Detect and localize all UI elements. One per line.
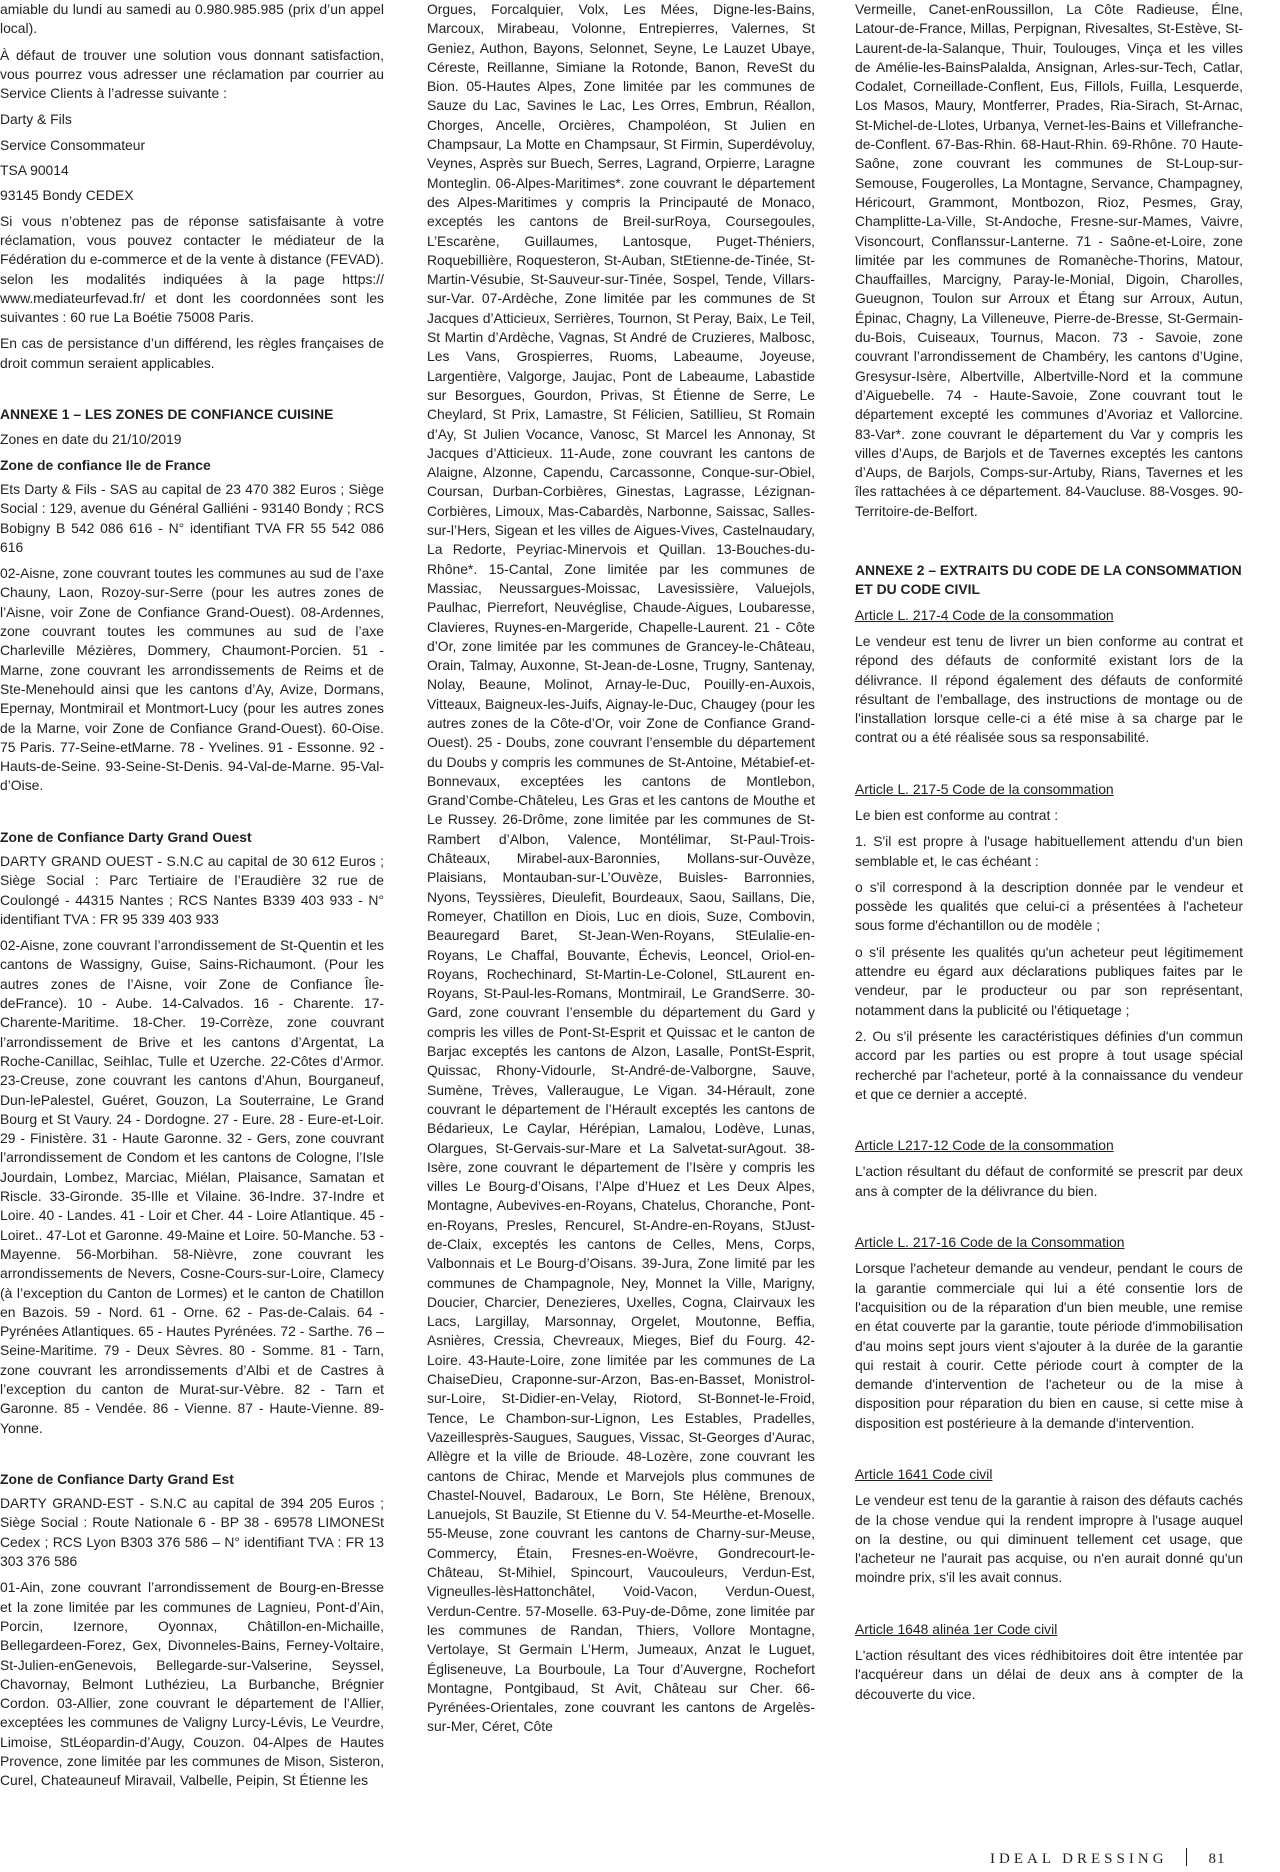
address-line: Darty & Fils [0, 111, 72, 128]
article-title: Article L. 217-4 Code de la consommation [855, 606, 1114, 623]
article-title: Article 1641 Code civil [855, 1466, 993, 1482]
company-info-grand-est: DARTY GRAND-EST - S.N.C au capital de 394 205 Euros ; Siège Social : Route Nationale 6 - BP 38 - 69578 LIMONESt Cedex ; RCS Lyon B303 376 586 – N° identifiant TVA : FR 13 303 376 586 [0, 1495, 384, 1570]
zones-date: Zones en date du 21/10/2019 [0, 431, 182, 448]
company-info-grand-ouest: DARTY GRAND OUEST - S.N.C au capital de 30 612 Euros ; Siège Social : Parc Tertiaire de l’Eraudière 32 rue de Coulongé - 44315 Nantes ; RCS Nantes B339 403 933 - N° identifiant TVA : FR 95 339 403 933 [0, 852, 384, 927]
zones-grand-est-continued: Orgues, Forcalquier, Volx, Les Mées, Digne-les-Bains, Marcoux, Mirabeau, Volonne, Entrepierres, Valernes, St Geniez, Authon, Bayons, Selonnet, Seyne, Le Lauzet Ubaye, Céreste, Reillanne, Simiane la Rotonde, Banon, ReveSt du Bion. 05-Hautes Alpes, Zone limitée par les communes de Sauze du Lac, Savines le Lac, Les Orres, Embrun, Réallon, Chorges, Ancelle, Orcières, Champoléon, St Julien en Champsaur, La Motte en Champsaur, St Firmin, Superdévoluy, Veynes, Asprès sur Buech, Serres, Lagrand, Orpierre, Laragne Monteglin. 06-Alpes-Maritimes*. zone couvrant le département des Alpes-Maritimes y compris la Principauté de Monaco, exceptés les cantons de Breil-surRoya, Coursegoules, L’Escarène, Guillaumes, Lantosque, Puget-Théniers, Roquebillière, Roquesteron, St-Auban, StEtienne-de-Tinée, St-Martin-Vésubie, St-Sauveur-sur-Tinée, Sospel, Tende, Villars-sur-Var. 07-Ardèche, Zone limitée par les communes de St Jacques d’Atticieux, Serrières, Tournon, St Peray, Baix, Le Teil, St Martin d’Ardèche, Vagnas, St André de Cruzieres, Malbosc, Les Vans, Grospierres, Ruoms, Labeaume, Joyeuse, Largentière, Valgorge, Jaujac, Pont de Labeaume, Labastide sur Besorgues, Gourdon, Privas, St Étienne de Serre, Le Cheylard, St Prix, Lamastre, St Félicien, Satillieu, St Romain d’Ay, St Julien Vocance, Vanosc, St Marcel les Annonay, St Jacques d’Atticieux. 11-Aude, zone couvrant les cantons de Alaigne, Alzonne, Capendu, Carcassonne, Conque-sur-Obiel, Coursan, Durban-Corbières, Ginestas, Lagrasse, Lézignan-Corbières, Limoux, Mas-Cabardès, Narbonne, Saissac, Salles-sur-l’Hers, Sigean et les villes de Aigues-Vives, Castelnaudary, La Redorte, Peyriac-Minervois et Quillan. 13-Bouches-du-Rhône*. 15-Cantal, Zone limitée par les communes de Massiac, Neussargues-Moissac, Lavesissière, Valuejols, Paulhac, Pierrefort, Neuvéglise, Chaude-Aigues, Loubaresse, Clavieres, Ruynes-en-Margeride, Chapelle-Laurent. 21 - Côte d’Or, zone limitée par les communes de Grancey-le-Château, Orain, Talmay, Auxonne, St-Jean-de-Losne, Trugny, Santenay, Nolay, Beaune, Molinot, Arnay-le-Duc, Pouilly-en-Auxois, Vitteaux, Baigneux-les-Juifs, Aignay-le-Duc, Chaugey (pour les autres zones de la Côte-d’Or, voir Zone de Confiance Grand-Ouest). 25 - Doubs, zone couvrant l’ensemble du département du Doubs y compris les communes de St-Antoine, Métabief-et-Bonnevaux, exceptées les cantons de Montlebon, Grand’Combe-Châteleu, Les Gras et les cantons de Mouthe et Le Russey. 26-Drôme, zone limitée par les communes de St-Rambert d’Albon, Valence, Montélimar, St-Paul-Trois-Châteaux, Mirabel-aux-Baronnies, Mollans-sur-Ouvèze, Plaisians, Montauban-sur-L’Ouvèze, Buisles- Barronnies, Nyons, Teyssières, Dieulefit, Bourdeaux, Saou, Saillans, Die, Romeyer, Chatillon en Diois, Luc en diois, Suze, Combovin, Beauregard Baret, St-Jean-Wen-Royans, StEulalie-en-Royans, Le Chaffal, Bouvante, Échevis, Leoncel, Oriol-en-Royans, Rochechinard, St-Martin-Le-Colonel, StLaurent en-Royans, St-Paul-les-Romans, Montmirail, Le GrandSerre. 30-Gard, zone couvrant l’ensemble du département du Gard y compris les villes de Pont-St-Esprit et Quissac et le canton de Barjac exceptés les cantons de Alzon, Lasalle, PontSt-Esprit, Quissac, Rhony-Vidourle, St-André-de-Valborgne, Sauve, Sumène, Trèves, Valleraugue, Le Vigan. 34-Hérault, zone couvrant le département de l’Hérault exceptés les cantons de Bédarieux, Le Caylar, Hérépian, Lamalou, Lodève, Lunas, Olargues, St-Gervais-sur-Mare et La Salvetat-surAgout. 38-Isère, zone couvrant le département de l’Isère y compris les villes Le Bourg-d’Oisans, l’Alpe d’Huez et Les Deux Alpes, Montagne, Aubevives-en-Royans, Chatelus, Choranche, Pont-en-Royans, Presles, Rencurel, St-Andre-en-Royans, StJust-de-Claix, exceptés les cantons de Celles, Mens, Corps, Valbonnais et Le Bourg-d’Oisans. 39-Jura, Zone limité par les communes de Champagnole, Ney, Monnet la Ville, Marigny, Doucier, Charcier, Denezieres, Uxelles, Cogna, Clairvaux les Lacs, Largillay, Marsonnay, Orgelet, Moutonne, Beffia, Asnières, Cressia, Chevreaux, Mieges, Bief du Fourg. 42-Loire. 43-Haute-Loire, zone limitée par les communes de La ChaiseDieu, Craponne-sur-Arzon, Bas-en-Basset, Monistrol-sur-Loire, St-Didier-en-Velay, Riotord, St-Bonnet-le-Froid, Tence, Le Chambon-sur-Lignon, Les Estables, Pradelles, Vazeillesprès-Saugues, Saugues, Vissac, St-Georges d’Aurac, Allègre et la ville de Brioude. 48-Lozère, zone couvrant les cantons de Chirac, Mende et Marvejols plus communes de Chastel-Nouvel, Badaroux, Le Born, Ste Hélène, Brenoux, Lanuejols, St Bauzile, St Etienne du V. 54-Meurthe-et-Moselle. 55-Meuse, zone couvrant les cantons de Charny-sur-Meuse, Commercy, Étain, Fresnes-en-Woëvre, Gondrecourt-le-Château, St-Mihiel, Spincourt, Vaucouleurs, Verdun-Est, Vigneulles-lèsHattonchâtel, Void-Vacon, Verdun-Ouest, Verdun-Centre. 57-Moselle. 63-Puy-de-Dôme, zone limitée par les communes de Randan, Thiers, Vollore Montagne, Vertolaye, St Germain L’Herm, Jumeaux, Anzat le Luguet, Égliseneuve, La Bourboule, La Tour d’Auvergne, Rochefort Montagne, Pontgibaud, St Avit, Château sur Cher. 66-Pyrénées-Orientales, zone couvrant les cantons de Argelès-sur-Mer, Céret, Côte [427, 1, 815, 1735]
zones-grand-est: 01-Ain, zone couvrant l’arrondissement de Bourg-en-Bresse et la zone limitée par les communes de Lagnieu, Pont-d’Ain, Porcin, Izernore, Oyonnax, Châtillon-en-Michaille, Bellegardeen-Forez, Gex, Divonneles-Bains, Ferney-Voltaire, St-Julien-enGenevois, Bellegarde-sur-Valserine, Seyssel, Chavornay, Belmont Luthézieu, La Burbanche, Brégnier Cordon. 03-Allier, zone couvrant le département de l’Allier, exceptées les communes de Valigny Lurcy-Lévis, Le Veurdre, Limoise, StLéopardin-d’Augy, Couzon. 04-Alpes de Hautes Provence, zone limitée par les communes de Mison, Sisteron, Curel, Chateauneuf Miravail, Valbelle, Peipin, St Étienne les [0, 1579, 384, 1789]
intro-paragraph: À défaut de trouver une solution vous donnant satisfaction, vous pourrez vous adresser une réclamation par courrier au Service Clients à l’adresse suivante : [0, 46, 384, 102]
zone-title-grand-ouest: Zone de Confiance Darty Grand Ouest [0, 828, 252, 845]
zones-idf: 02-Aisne, zone couvrant toutes les communes au sud de l’axe Chauny, Laon, Rozoy-sur-Serre (pour les autres zones de l’Aisne, voir Zone de Confiance Grand-Ouest). 08-Ardennes, zone couvrant toutes les communes au sud de l’axe Charleville Mézières, Dommery, Chaumont-Porcien. 51 - Marne, zone couvrant les arrondissements de Reims et de Ste-Menehould ainsi que les cantons d’Ay, Avize, Dormans, Epernay, Montmirail et Montmort-Lucy (pour les autres zones de la Marne, voir Zone de Confiance Grand-Ouest). 60-Oise. 75 Paris. 77-Seine-etMarne. 78 - Yvelines. 91 - Essonne. 92 - Hauts-de-Seine. 93-Seine-St-Denis. 94-Val-de-Marne. 95-Val-d’Oise. [0, 565, 384, 794]
article-text: 1. S'il est propre à l'usage habituellement attendu d'un bien semblable et, le cas échéant : [855, 833, 1243, 869]
footer-separator [1186, 1848, 1187, 1866]
zones-grand-est-end: Vermeille, Canet-enRoussillon, La Côte Radieuse, Élne, Latour-de-France, Millas, Perpignan, Rivesaltes, St-Estève, St-Laurent-de-la-Salanque, Thuir, Toulouges, Vinça et les villes de Amélie-les-BainsPalalda, Ansignan, Arles-sur-Tech, Catlar, Codalet, Corneillade-Conflent, Eus, Fillols, Fuilla, Lesquerde, Los Masos, Maury, Montferrer, Prades, Ria-Sirach, St-Arnac, St-Michel-de-Llotes, Urbanya, Vernet-les-Bains et Villefranche-de-Conflent. 67-Bas-Rhin. 68-Haut-Rhin. 69-Rhône. 70 Haute-Saône, zone couvrant les communes de St-Loup-sur-Semouse, Fougerolles, La Montagne, Servance, Champagney, Héricourt, Grammont, Montbozon, Rioz, Pesmes, Gray, Champlitte-La-Ville, St-Andoche, Fresne-sur-Mames, Vaivre, Visoncourt, Conflanssur-Lanterne. 71 - Saône-et-Loire, zone limitée par les communes de Romanèche-Thorins, Matour, Chauffailles, Marcigny, Paray-le-Monial, Digoin, Charolles, Gueugnon, Toulon sur Arroux et Étang sur Arroux, Autun, Épinac, Chagny, La Villeneuve, Pierre-de-Bresse, St-Germain-du-Bois, Cuiseaux, Tournus, Macon. 73 - Savoie, zone couvrant l’arrondissement de Chambéry, les cantons d’Ugine, Gresysur-Isère, Albertville, Albertville-Nord et la commune d’Aiguebelle. 74 - Haute-Savoie, Zone couvrant tout le département excepté les communes d’Avoriaz et Vallorcine. 83-Var*. zone couvrant le département du Var y compris les villes d’Aups, de Barjols et de Tavernes exceptés les cantons d’Aups, de Barjols, Comps-sur-Artuby, Rians, Tavernes et les îles rattachées à ce département. 84-Vaucluse. 88-Vosges. 90-Territoire-de-Belfort. [855, 1, 1243, 519]
intro-paragraph: amiable du lundi au samedi au 0.980.985.985 (prix d’un appel local). [0, 1, 384, 37]
company-info-idf: Ets Darty & Fils - SAS au capital de 23 470 382 Euros ; Siège Social : 129, avenue du Général Galliéni - 93140 Bondy ; RCS Bobigny B 542 086 616 - N° identifiant TVA FR 55 542 086 616 [0, 480, 384, 555]
address-line: Service Consommateur [0, 136, 146, 153]
article-title: Article L. 217-16 Code de la Consommation [855, 1234, 1125, 1251]
article-title: Article L. 217-5 Code de la consommation [855, 780, 1114, 797]
right-column [855, 0, 1243, 1711]
article-text: Le vendeur est tenu de livrer un bien conforme au contrat et répond des défauts de conformité existant lors de la délivrance. Il répond également des défauts de conformité résultant de l'emballage, des instructions de montage ou de l'installation lorsque celle-ci a été mise à sa charge par le contrat ou a été réalisée sous sa responsabilité. [855, 632, 1243, 746]
article-text: L'action résultant du défaut de conformité se prescrit par deux ans à compter de la délivrance du bien. [855, 1163, 1243, 1199]
article-title: Article L217-12 Code de la consommation [855, 1137, 1114, 1154]
intro-paragraph: Si vous n’obtenez pas de réponse satisfaisante à votre réclamation, vous pouvez contacter le médiateur de la Fédération du e-commerce et de la vente à distance (FEVAD). selon les modalités indiquées à la page https:// www.mediateurfevad.fr/ et dont les coordonnées sont les suivantes : 60 rue La Boétie 75008 Paris. [0, 212, 384, 326]
article-text: Lorsque l'acheteur demande au vendeur, pendant le cours de la garantie commerciale qui lui a été consentie lors de l'acquisition ou de la réparation d'un bien meuble, une remise en état couverte par la garantie, toute période d'immobilisation d'au moins sept jours vient s'ajouter à la durée de la garantie qui restait à courir. Cette période court à compter de la demande d'intervention de l'acheteur ou de la mise à disposition pour réparation du bien en cause, si cette mise à disposition est postérieure à la demande d'intervention. [855, 1260, 1243, 1431]
zone-title-idf: Zone de confiance Ile de France [0, 456, 211, 473]
article-text: L'action résultant des vices rédhibitoires doit être intentée par l'acquéreur dans un délai de deux ans à compter de la découverte du vice. [855, 1647, 1243, 1702]
article-text: 2. Ou s'il présente les caractéristiques définies d'un commun accord par les parties ou est propre à tout usage spécial recherché par l'acheteur, porté à la connaissance du vendeur et que ce dernier a accepté. [855, 1027, 1243, 1102]
intro-paragraph: En cas de persistance d’un différend, les règles françaises de droit commun seraient applicables. [0, 335, 384, 371]
article-text: o s'il correspond à la description donnée par le vendeur et possède les qualités que celui-ci a présentées à l'acheteur sous forme d'échantillon ou de modèle ; [855, 878, 1243, 934]
article-text: Le vendeur est tenu de la garantie à raison des défauts cachés de la chose vendue qui la rendent impropre à l'usage auquel on la destine, ou qui diminuent tellement cet usage, que l'acheteur ne l'aurait pas acquise, ou n'en aurait donné qu'un moindre prix, s'il les avait connus. [855, 1492, 1243, 1586]
left-column [0, 0, 384, 1798]
article-title: Article 1648 alinéa 1er Code civil [855, 1620, 1058, 1637]
annexe1-title: ANNEXE 1 – LES ZONES DE CONFIANCE CUISINE [0, 406, 334, 423]
address-line: 93145 Bondy CEDEX [0, 187, 134, 204]
article-text: o s'il présente les qualités qu'un acheteur peut légitimement attendre eu égard aux déclarations publiques faites par le vendeur, par le producteur ou par son représentant, notamment dans la publicité ou l'étiquetage ; [855, 943, 1243, 1018]
middle-column [427, 0, 815, 1744]
annexe2-title: ANNEXE 2 – EXTRAITS DU CODE DE LA CONSOMMATION ET DU CODE CIVIL [855, 562, 1242, 598]
footer-brand: IDEAL DRESSING [990, 1851, 1168, 1867]
article-text: Le bien est conforme au contrat : [855, 806, 1059, 823]
address-line: TSA 90014 [0, 162, 69, 179]
page-number: 81 [1208, 1851, 1226, 1867]
zones-grand-ouest: 02-Aisne, zone couvrant l’arrondissement de St-Quentin et les cantons de Wassigny, Guise, Sains-Richaumont. (Pour les autres zones de l’Aisne, voir Zone de Confiance Île-deFrance). 10 - Aube. 14-Calvados. 16 - Charente. 17-Charente-Maritime. 18-Cher. 19-Corrèze, zone couvrant l’arrondissement de Brive et les cantons d’Argentat, La Roche-Canillac, Seihlac, Tulle et Uzerche. 22-Côtes d’Armor. 23-Creuse, zone couvrant les cantons d’Ahun, Bourganeuf, Dun-lePalestel, Guéret, Gouzon, La Souterraine, Le Grand Bourg et St Vaury. 24 - Dordogne. 27 - Eure. 28 - Eure-et-Loir. 29 - Finistère. 31 - Haute Garonne. 32 - Gers, zone couvrant l’arrondissement de Condom et les cantons de Cologne, l’Isle Jourdain, Lombez, Marciac, Miélan, Plaisance, Samatan et Riscle. 33-Gironde. 35-Ille et Vilaine. 36-Indre. 37-Indre et Loire. 40 - Landes. 41 - Loir et Cher. 44 - Loire Atlantique. 45 - Loiret.. 47-Lot et Garonne. 49-Maine et Loire. 50-Manche. 53 - Mayenne. 56-Morbihan. 58-Nièvre, zone couvrant les arrondissements de Nevers, Cosne-Cours-sur-Loire, Clamecy (à l’exception du Canton de Lormes) et le canton de Chatillon en Bazois. 59 - Nord. 61 - Orne. 62 - Pas-de-Calais. 64 - Pyrénées Atlantiques. 65 - Hautes Pyrénées. 72 - Sarthe. 76 – Seine-Maritime. 79 - Deux Sèvres. 80 - Somme. 81 - Tarn, zone couvrant les arrondissements d’Albi et de Castres à l’exception du canton de Murat-sur-Vèbre. 82 - Tarn et Garonne. 85 - Vendée. 86 - Vienne. 87 - Haute-Vienne. 89-Yonne. [0, 937, 384, 1436]
zone-title-grand-est: Zone de Confiance Darty Grand Est [0, 1470, 234, 1487]
page-footer [990, 1848, 1226, 1868]
